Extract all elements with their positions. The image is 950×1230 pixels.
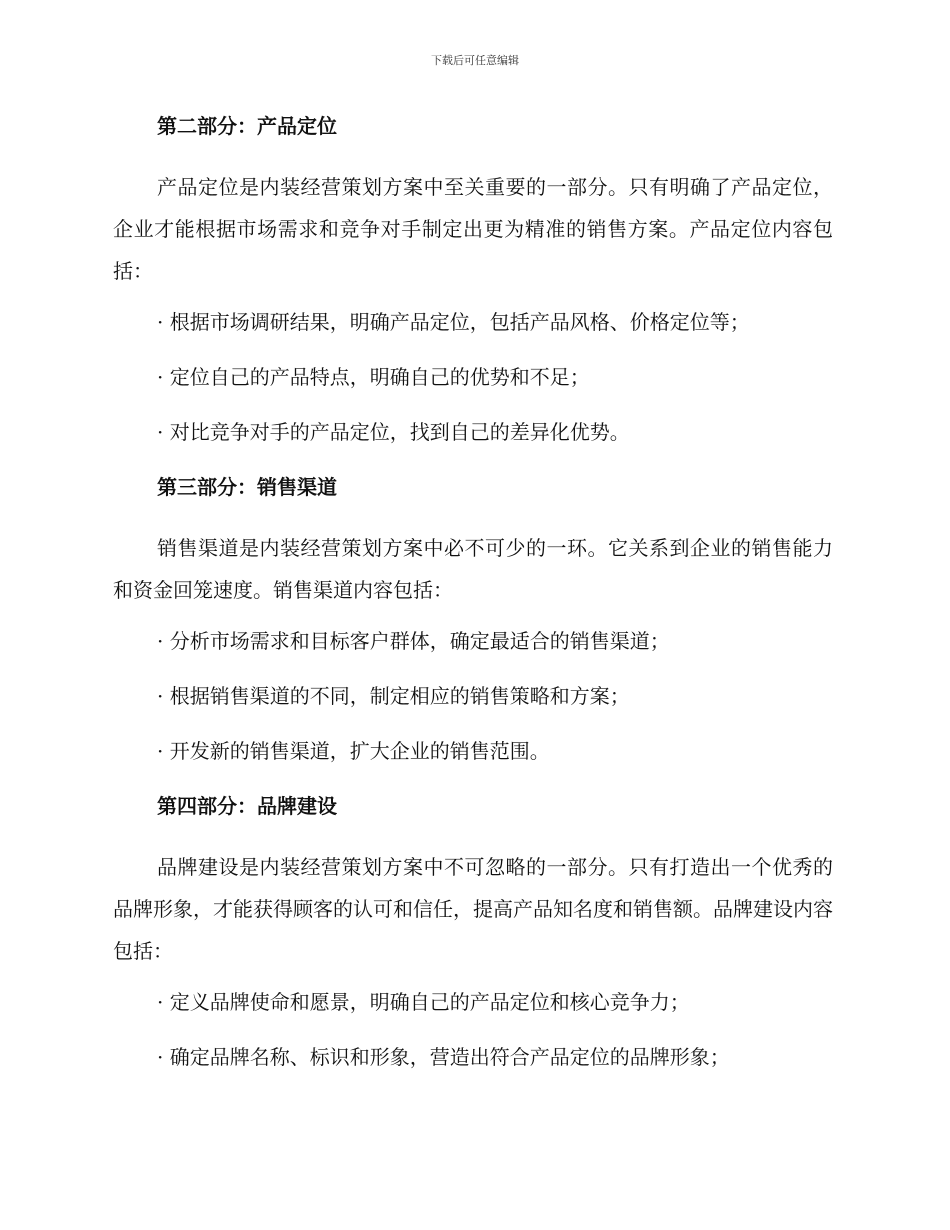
page-header: 下载后可任意编辑 bbox=[431, 54, 519, 67]
section-heading-sales-channels: 第三部分：销售渠道 bbox=[157, 475, 337, 499]
list-item: · 定义品牌使命和愿景，明确自己的产品定位和核心竞争力； bbox=[157, 990, 690, 1014]
list-item: · 确定品牌名称、标识和形象，营造出符合产品定位的品牌形象； bbox=[157, 1045, 730, 1069]
document-body bbox=[113, 110, 833, 1096]
section-paragraph: 产品定位是内装经营策划方案中至关重要的一部分。只有明确了产品定位，企业才能根据市场需求和竞争对手制定出更为精准的销售方案。产品定位内容包括： bbox=[113, 175, 833, 283]
section-heading-brand-building: 第四部分：品牌建设 bbox=[157, 794, 337, 818]
list-item: · 根据市场调研结果，明确产品定位，包括产品风格、价格定位等； bbox=[157, 310, 750, 334]
section-paragraph: 销售渠道是内装经营策划方案中必不可少的一环。它关系到企业的销售能力和资金回笼速度。销售渠道内容包括： bbox=[113, 536, 833, 602]
list-item: · 开发新的销售渠道，扩大企业的销售范围。 bbox=[157, 739, 550, 763]
list-item: · 根据销售渠道的不同，制定相应的销售策略和方案； bbox=[157, 684, 630, 708]
list-item: · 定位自己的产品特点，明确自己的优势和不足； bbox=[157, 365, 590, 389]
list-item: · 分析市场需求和目标客户群体，确定最适合的销售渠道； bbox=[157, 629, 670, 653]
list-item: · 对比竞争对手的产品定位，找到自己的差异化优势。 bbox=[157, 420, 630, 444]
section-heading-product-positioning: 第二部分：产品定位 bbox=[157, 114, 337, 138]
section-paragraph: 品牌建设是内装经营策划方案中不可忽略的一部分。只有打造出一个优秀的品牌形象，才能获得顾客的认可和信任，提高产品知名度和销售额。品牌建设内容包括： bbox=[113, 855, 833, 963]
